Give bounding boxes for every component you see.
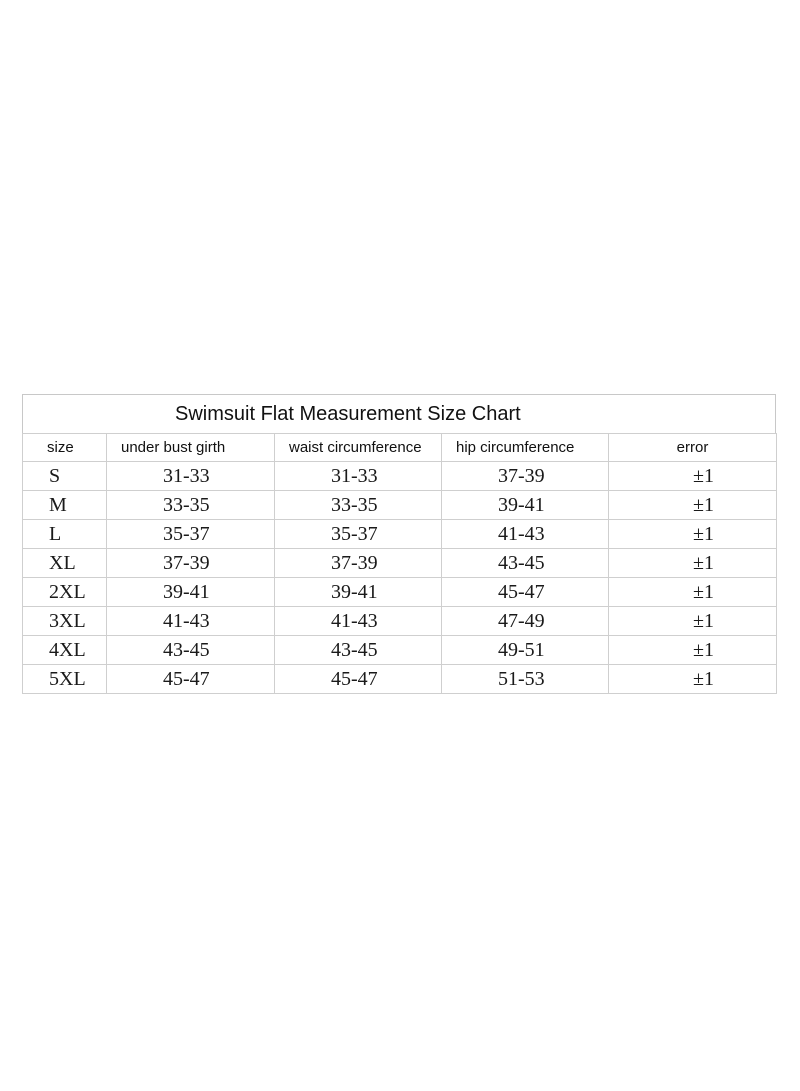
under-bust-cell: 41-43 [107, 607, 275, 636]
size-chart-title-bar [22, 394, 776, 433]
waist-cell: 45-47 [275, 665, 442, 694]
size-cell: 4XL [23, 636, 107, 665]
table-row [23, 549, 777, 578]
header-error: error [609, 434, 777, 462]
table-row [23, 462, 777, 491]
table-row [23, 607, 777, 636]
waist-cell: 37-39 [275, 549, 442, 578]
hip-cell: 51-53 [442, 665, 609, 694]
waist-cell: 33-35 [275, 491, 442, 520]
table-row [23, 578, 777, 607]
error-cell: ±1 [609, 520, 777, 549]
header-under-bust: under bust girth [107, 434, 275, 462]
under-bust-cell: 31-33 [107, 462, 275, 491]
hip-cell: 45-47 [442, 578, 609, 607]
error-cell: ±1 [609, 607, 777, 636]
hip-cell: 41-43 [442, 520, 609, 549]
table-row [23, 665, 777, 694]
size-cell: M [23, 491, 107, 520]
header-size: size [23, 434, 107, 462]
table-row [23, 636, 777, 665]
size-cell: S [23, 462, 107, 491]
hip-cell: 43-45 [442, 549, 609, 578]
under-bust-cell: 37-39 [107, 549, 275, 578]
error-cell: ±1 [609, 665, 777, 694]
size-cell: 2XL [23, 578, 107, 607]
table-row [23, 520, 777, 549]
under-bust-cell: 45-47 [107, 665, 275, 694]
hip-cell: 47-49 [442, 607, 609, 636]
waist-cell: 31-33 [275, 462, 442, 491]
size-cell: L [23, 520, 107, 549]
under-bust-cell: 33-35 [107, 491, 275, 520]
header-row [23, 434, 777, 462]
error-cell: ±1 [609, 578, 777, 607]
waist-cell: 43-45 [275, 636, 442, 665]
error-cell: ±1 [609, 491, 777, 520]
hip-cell: 49-51 [442, 636, 609, 665]
error-cell: ±1 [609, 462, 777, 491]
waist-cell: 35-37 [275, 520, 442, 549]
under-bust-cell: 39-41 [107, 578, 275, 607]
error-cell: ±1 [609, 636, 777, 665]
size-cell: 3XL [23, 607, 107, 636]
size-chart-title: Swimsuit Flat Measurement Size Chart [175, 403, 521, 425]
size-table [22, 433, 777, 694]
error-cell: ±1 [609, 549, 777, 578]
under-bust-cell: 43-45 [107, 636, 275, 665]
size-cell: XL [23, 549, 107, 578]
waist-cell: 41-43 [275, 607, 442, 636]
table-row [23, 491, 777, 520]
under-bust-cell: 35-37 [107, 520, 275, 549]
size-cell: 5XL [23, 665, 107, 694]
waist-cell: 39-41 [275, 578, 442, 607]
header-hip: hip circumference [442, 434, 609, 462]
hip-cell: 37-39 [442, 462, 609, 491]
hip-cell: 39-41 [442, 491, 609, 520]
header-waist: waist circumference [275, 434, 442, 462]
size-chart [22, 394, 776, 698]
